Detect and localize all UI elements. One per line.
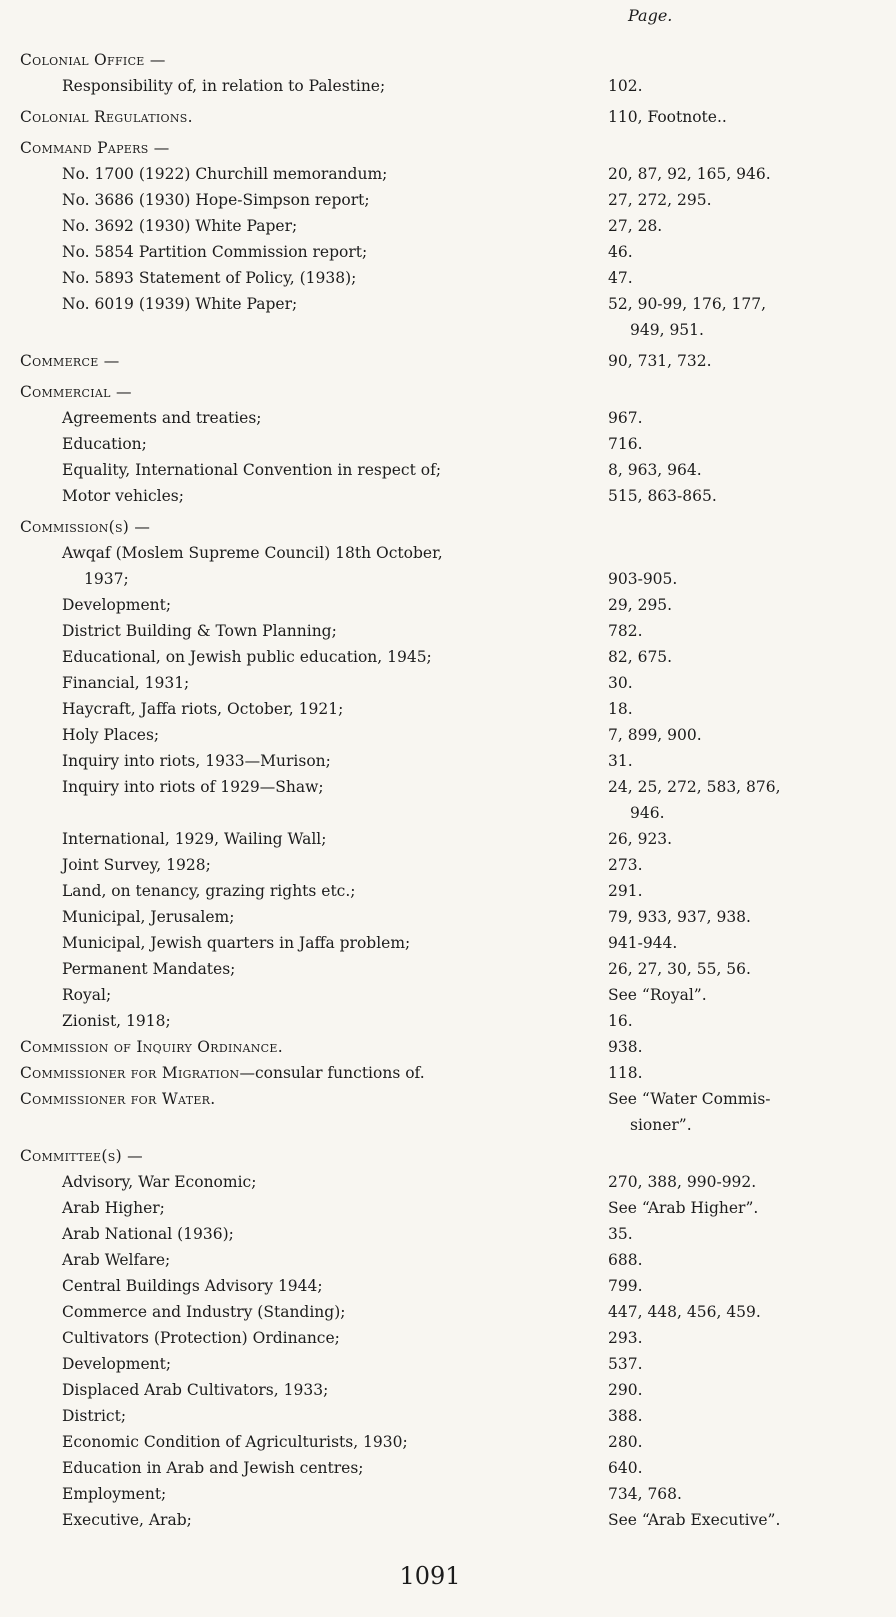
page-refs: 47. [608, 269, 633, 287]
page-refs: 537. [608, 1355, 643, 1373]
entry-text: Municipal, Jewish quarters in Jaffa problem; [62, 934, 411, 952]
entry-text: Cultivators (Protection) Ordinance; [62, 1329, 340, 1347]
entry-text: No. 5893 Statement of Policy, (1938); [62, 269, 357, 287]
page-refs: 388. [608, 1407, 643, 1425]
index-entry [0, 956, 896, 982]
index-entry-continuation [0, 317, 896, 343]
index-heading [0, 348, 896, 374]
page-refs: 82, 675. [608, 648, 673, 666]
index-entry [0, 644, 896, 670]
index-heading [0, 514, 896, 540]
page-refs: 20, 87, 92, 165, 946. [608, 165, 771, 183]
index-entry [0, 1273, 896, 1299]
page-refs: 79, 933, 937, 938. [608, 908, 751, 926]
entry-text: Arab National (1936); [62, 1225, 234, 1243]
index-heading [0, 104, 896, 130]
page-refs: 26, 27, 30, 55, 56. [608, 960, 751, 978]
page-refs: 447, 448, 456, 459. [608, 1303, 761, 1321]
entry-text: Education; [62, 435, 147, 453]
index-entry [0, 73, 896, 99]
index-entry [0, 1221, 896, 1247]
entry-text: Inquiry into riots, 1933—Murison; [62, 752, 331, 770]
page-refs: 903-905. [608, 570, 678, 588]
entry-text: Equality, International Convention in respect of; [62, 461, 442, 479]
page-refs-continuation: 949, 951. [630, 321, 704, 339]
index-entry-continuation [0, 800, 896, 826]
entry-text: No. 5854 Partition Commission report; [62, 243, 368, 261]
page-refs: 35. [608, 1225, 633, 1243]
page-refs: 16. [608, 1012, 633, 1030]
page-refs: 27, 272, 295. [608, 191, 712, 209]
entry-text: Zionist, 1918; [62, 1012, 171, 1030]
page-refs: 967. [608, 409, 643, 427]
index-heading [0, 379, 896, 405]
page-refs: 118. [608, 1064, 643, 1082]
index-entry [0, 1403, 896, 1429]
index-entry [0, 1325, 896, 1351]
index-entry [0, 774, 896, 800]
index-entry [0, 696, 896, 722]
page-refs: 293. [608, 1329, 643, 1347]
heading-text: Commission of Inquiry Ordinance. [20, 1038, 283, 1056]
page-refs: 290. [608, 1381, 643, 1399]
entry-text: District Building & Town Planning; [62, 622, 337, 640]
page-refs: See “Royal”. [608, 986, 707, 1004]
page-refs: 640. [608, 1459, 643, 1477]
entry-text: No. 3686 (1930) Hope-Simpson report; [62, 191, 370, 209]
entry-text: Economic Condition of Agriculturists, 1930; [62, 1433, 408, 1451]
index-entry [0, 1481, 896, 1507]
index-heading [0, 47, 896, 73]
index-entry [0, 826, 896, 852]
page-refs: 716. [608, 435, 643, 453]
index-entry [0, 457, 896, 483]
heading-text: Command Papers — [20, 139, 170, 157]
entry-text-continuation: 1937; [84, 570, 129, 588]
index-entry [0, 1169, 896, 1195]
page-refs: 515, 863-865. [608, 487, 717, 505]
heading-text: Commission(s) — [20, 518, 151, 536]
heading-text: Commercial — [20, 383, 132, 401]
entry-text: Inquiry into riots of 1929—Shaw; [62, 778, 324, 796]
page-refs: 799. [608, 1277, 643, 1295]
index-heading [0, 1143, 896, 1169]
index-entry [0, 405, 896, 431]
index-entry [0, 1377, 896, 1403]
page-refs: 90, 731, 732. [608, 352, 712, 370]
entry-text: Motor vehicles; [62, 487, 184, 505]
page-refs: 7, 899, 900. [608, 726, 702, 744]
page-refs: 688. [608, 1251, 643, 1269]
index-entry [0, 1299, 896, 1325]
index-entry [0, 291, 896, 317]
entry-text: Municipal, Jerusalem; [62, 908, 235, 926]
page-refs: 30. [608, 674, 633, 692]
entry-text: Responsibility of, in relation to Palestine; [62, 77, 386, 95]
entry-text: District; [62, 1407, 127, 1425]
heading-text: Colonial Regulations. [20, 108, 193, 126]
heading-text: Commissioner for Water. [20, 1090, 216, 1108]
entry-text: Haycraft, Jaffa riots, October, 1921; [62, 700, 344, 718]
page-refs: 29, 295. [608, 596, 673, 614]
page-refs: 734, 768. [608, 1485, 682, 1503]
entry-text: Executive, Arab; [62, 1511, 192, 1529]
entry-text: Joint Survey, 1928; [62, 856, 211, 874]
page-refs: 291. [608, 882, 643, 900]
entry-text: Holy Places; [62, 726, 160, 744]
entry-text: Permanent Mandates; [62, 960, 236, 978]
page-refs: See “Water Commis- [608, 1090, 771, 1108]
index-entry [0, 1351, 896, 1377]
entry-text: No. 3692 (1930) White Paper; [62, 217, 298, 235]
entry-text: International, 1929, Wailing Wall; [62, 830, 327, 848]
index-entry [0, 1455, 896, 1481]
entry-text: Financial, 1931; [62, 674, 190, 692]
index-entry [0, 213, 896, 239]
page-refs-continuation: 946. [630, 804, 665, 822]
page-refs: 18. [608, 700, 633, 718]
index-heading [0, 1060, 896, 1086]
page-refs: 270, 388, 990-992. [608, 1173, 757, 1191]
page-refs: 27, 28. [608, 217, 663, 235]
heading-text: Commissioner for Migration [20, 1064, 240, 1082]
page-refs: See “Arab Higher”. [608, 1199, 759, 1217]
page-refs: 102. [608, 77, 643, 95]
heading-text: Commerce — [20, 352, 120, 370]
page-refs: 782. [608, 622, 643, 640]
entry-text: Advisory, War Economic; [62, 1173, 257, 1191]
index-heading [0, 1086, 896, 1112]
index-entry [0, 982, 896, 1008]
index-entry [0, 161, 896, 187]
entry-text: Employment; [62, 1485, 167, 1503]
index-entry [0, 265, 896, 291]
index-entry-continuation [0, 1112, 896, 1138]
index-entry [0, 722, 896, 748]
page-refs: 273. [608, 856, 643, 874]
entry-text: Awqaf (Moslem Supreme Council) 18th October, [62, 544, 443, 562]
index-entry [0, 852, 896, 878]
entry-text: No. 6019 (1939) White Paper; [62, 295, 298, 313]
index-entry [0, 1247, 896, 1273]
page-refs: 46. [608, 243, 633, 261]
page-refs: 280. [608, 1433, 643, 1451]
index-entry [0, 1008, 896, 1034]
index-entry [0, 1195, 896, 1221]
heading-text: Colonial Office — [20, 51, 166, 69]
index-entry [0, 592, 896, 618]
heading-suffix: —consular functions of. [239, 1064, 425, 1082]
page-refs: 26, 923. [608, 830, 673, 848]
entry-text: Educational, on Jewish public education, 1945; [62, 648, 432, 666]
index-entry-continuation [0, 566, 896, 592]
entry-text: Royal; [62, 986, 112, 1004]
entry-text: Arab Higher; [62, 1199, 165, 1217]
entry-text: Education in Arab and Jewish centres; [62, 1459, 364, 1477]
page-refs: 24, 25, 272, 583, 876, [608, 778, 781, 796]
entry-text: Development; [62, 1355, 172, 1373]
entry-text: Land, on tenancy, grazing rights etc.; [62, 882, 356, 900]
index-entry [0, 748, 896, 774]
index-heading [0, 1034, 896, 1060]
heading-text: Committee(s) — [20, 1147, 143, 1165]
heading-text [20, 1060, 425, 1086]
entry-text: Commerce and Industry (Standing); [62, 1303, 346, 1321]
page-refs: 941-944. [608, 934, 678, 952]
index-entry [0, 930, 896, 956]
entry-text: Displaced Arab Cultivators, 1933; [62, 1381, 329, 1399]
entry-text: Development; [62, 596, 172, 614]
index-entry [0, 670, 896, 696]
index-entry [0, 878, 896, 904]
index-entry [0, 483, 896, 509]
index-list [0, 42, 896, 1533]
page-refs: See “Arab Executive”. [608, 1511, 781, 1529]
index-entry [0, 540, 896, 566]
index-entry [0, 187, 896, 213]
page-column-header: Page. [628, 6, 673, 25]
page-refs: 31. [608, 752, 633, 770]
entry-text: Central Buildings Advisory 1944; [62, 1277, 323, 1295]
page-refs: 52, 90-99, 176, 177, [608, 295, 767, 313]
page-refs: 110, Footnote.. [608, 108, 727, 126]
index-entry [0, 239, 896, 265]
index-entry [0, 431, 896, 457]
index-entry [0, 904, 896, 930]
index-entry [0, 1507, 896, 1533]
index-entry [0, 618, 896, 644]
page-refs: 8, 963, 964. [608, 461, 702, 479]
entry-text: No. 1700 (1922) Churchill memorandum; [62, 165, 388, 183]
entry-text: Arab Welfare; [62, 1251, 171, 1269]
index-entry [0, 1429, 896, 1455]
entry-text: Agreements and treaties; [62, 409, 262, 427]
page-refs: 938. [608, 1038, 643, 1056]
page-refs-continuation: sioner”. [630, 1116, 692, 1134]
page-number: 1091 [399, 1562, 461, 1590]
index-heading [0, 135, 896, 161]
